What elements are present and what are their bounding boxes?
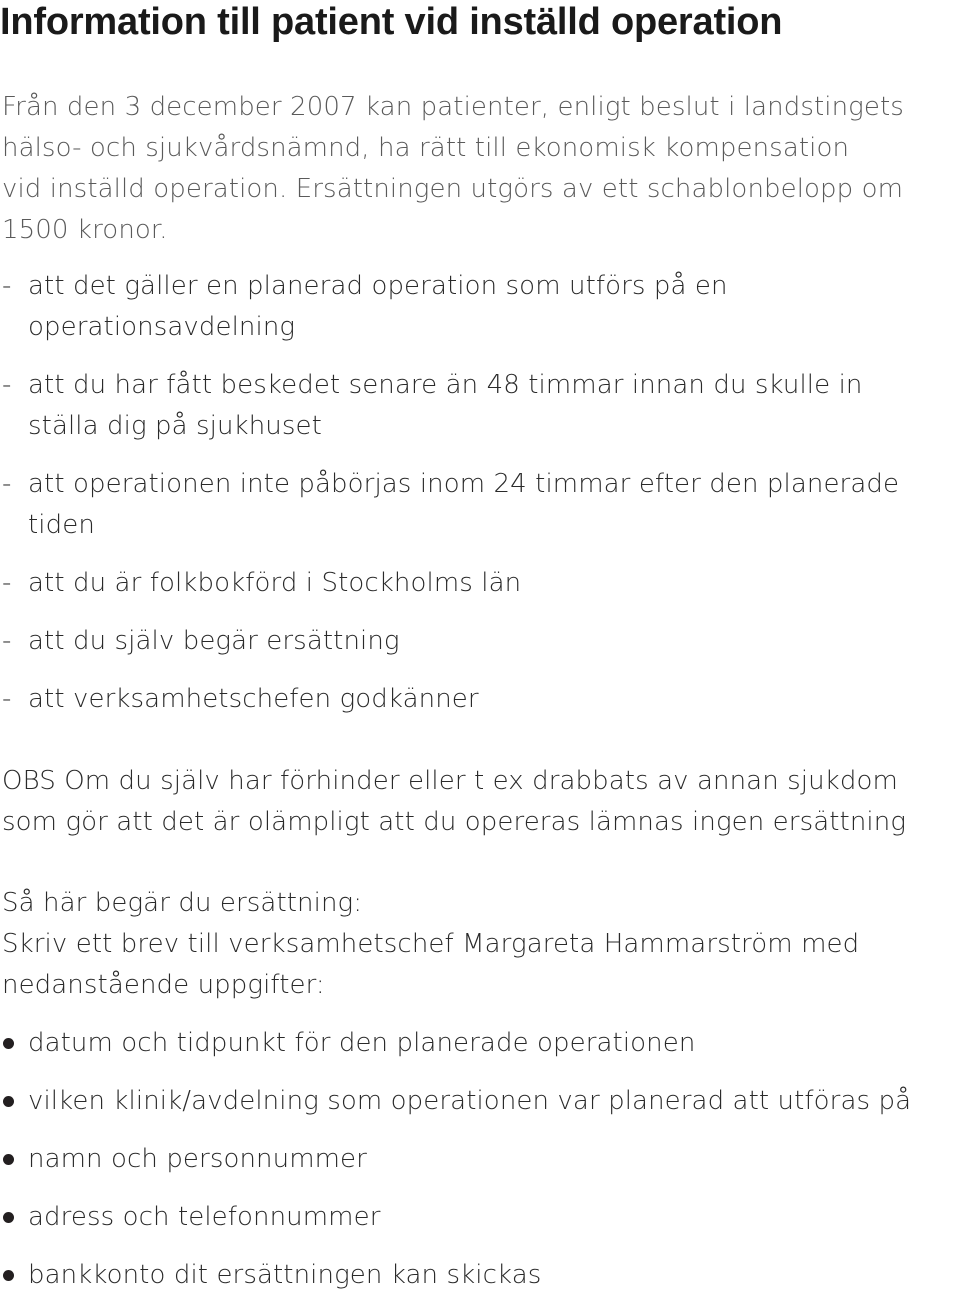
bullet-icon [3,1154,14,1165]
dash-marker: - [2,370,12,400]
list-item-text: bankkonto dit ersättningen kan skickas [28,1260,542,1290]
bullet-icon [3,1270,14,1281]
list-item [2,1139,958,1180]
list-item-text: datum och tidpunkt för den planerade operationen [28,1028,696,1058]
intro-line: Från den 3 december 2007 kan patienter, enligt beslut i landstingets [2,92,904,122]
criteria-text: att du är folkbokförd i Stockholms län [28,568,522,598]
obs-line: OBS Om du själv har förhinder eller t ex drabbats av annan sjukdom [2,766,898,796]
criteria-item [2,464,958,546]
howto-line: nedanstående uppgifter: [2,970,325,1000]
intro-line: hälso- och sjukvårdsnämnd, ha rätt till ekonomisk kompensation [2,133,850,163]
criteria-item [2,266,958,348]
howto-paragraph [2,883,958,1006]
list-item-text: vilken klinik/avdelning som operationen var planerad att utföras på [28,1086,912,1116]
criteria-item [2,621,958,662]
criteria-text: att operationen inte påbörjas inom 24 timmar efter den planerade [28,469,900,499]
criteria-text: att det gäller en planerad operation som utförs på en [28,271,728,301]
intro-line: vid inställd operation. Ersättningen utgörs av ett schablonbelopp om [2,174,904,204]
criteria-text: ställa dig på sjukhuset [28,411,322,441]
howto-line: Skriv ett brev till verksamhetschef Margareta Hammarström med [2,929,860,959]
dash-marker: - [2,626,12,656]
dash-marker: - [2,469,12,499]
dash-marker: - [2,271,12,301]
criteria-text: att du har fått beskedet senare än 48 timmar innan du skulle in [28,370,863,400]
page-title: Information till patient vid inställd operation [0,1,783,43]
criteria-item [2,365,958,447]
criteria-text: operationsavdelning [28,312,296,342]
bullet-icon [3,1038,14,1049]
dash-marker: - [2,568,12,598]
criteria-item [2,563,958,604]
intro-paragraph [2,87,958,251]
list-item [2,1023,958,1064]
intro-line: 1500 kronor. [2,215,168,245]
obs-note [2,761,958,843]
obs-line: som gör att det är olämpligt att du opereras lämnas ingen ersättning [2,807,907,837]
list-item [2,1081,958,1122]
dash-marker: - [2,684,12,714]
bullet-icon [3,1096,14,1107]
criteria-text: att du själv begär ersättning [28,626,400,656]
list-item [2,1197,958,1238]
bullet-icon [3,1212,14,1223]
list-item [2,1255,958,1296]
list-item-text: namn och personnummer [28,1144,367,1174]
howto-heading: Så här begär du ersättning: [2,888,363,918]
required-info-list [2,1023,958,1313]
criteria-list [2,266,958,737]
criteria-item [2,679,958,720]
list-item-text: adress och telefonnummer [28,1202,381,1232]
criteria-text: att verksamhetschefen godkänner [28,684,479,714]
criteria-text: tiden [28,510,95,540]
